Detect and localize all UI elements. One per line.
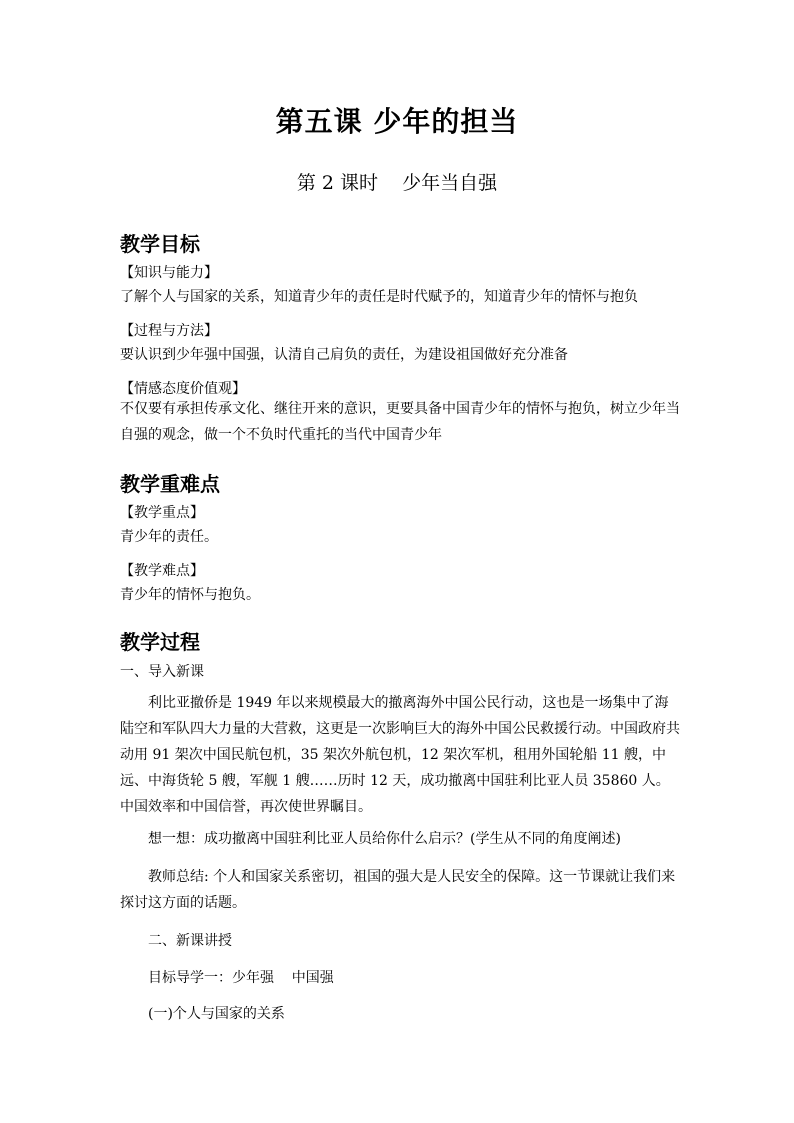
- difficulty-label: 【教学难点】: [120, 563, 204, 579]
- focus-label: 【教学重点】: [120, 505, 204, 521]
- process-method-text: 要认识到少年强中国强，认清自己肩负的责任，为建设祖国做好充分准备: [120, 347, 568, 363]
- intro-label: 一、导入新课: [120, 664, 204, 680]
- focus-text: 青少年的责任。: [120, 529, 218, 545]
- new-lesson-label: 二、新课讲授: [148, 933, 232, 949]
- knowledge-label: 【知识与能力】: [120, 265, 218, 281]
- key-points-heading: 教学重难点: [120, 472, 220, 496]
- difficulty-text: 青少年的情怀与抱负。: [120, 587, 260, 603]
- think-paragraph: 想一想：成功撤离中国驻利比亚人员给你什么启示？(学生从不同的角度阐述): [148, 831, 621, 847]
- objectives-heading: 教学目标: [120, 232, 200, 256]
- emotion-text: 不仅要有承担传承文化、继往开来的意识，更要具备中国青少年的情怀与抱负，树立少年当自强的观念，做一个不负时代重托的当代中国青少年: [120, 401, 680, 443]
- story-paragraph: 利比亚撤侨是 1949 年以来规模最大的撤离海外中国公民行动，这也是一场集中了海陆空和军队四大力量的大营救，这更是一次影响巨大的海外中国公民救援行动。中国政府共动用 91 架次中国民航包机，35 架次外航包机，12 架次军机，租用外国轮船 11 艘，中远、中海货轮 5 艘，军舰 1 艘……历时 12 天，成功撤离中国驻利比亚人员 35860 人。中国效率和中国信誉，再次使世界瞩目。: [120, 695, 680, 815]
- page-title: 第五课 少年的担当: [275, 105, 519, 138]
- emotion-label: 【情感态度价值观】: [120, 381, 246, 397]
- summary-paragraph: 教师总结: 个人和国家关系密切，祖国的强大是人民安全的保障。这一节课就让我们来探讨这方面的话题。: [120, 869, 676, 911]
- page-subtitle: 第 2 课时 少年当自强: [296, 172, 498, 194]
- process-heading: 教学过程: [120, 630, 200, 654]
- goal-one-label: 目标导学一：少年强 中国强: [148, 970, 334, 986]
- knowledge-text: 了解个人与国家的关系，知道青少年的责任是时代赋予的，知道青少年的情怀与抱负: [120, 289, 638, 305]
- sub-one-label: (一)个人与国家的关系: [148, 1006, 285, 1022]
- process-method-label: 【过程与方法】: [120, 323, 218, 339]
